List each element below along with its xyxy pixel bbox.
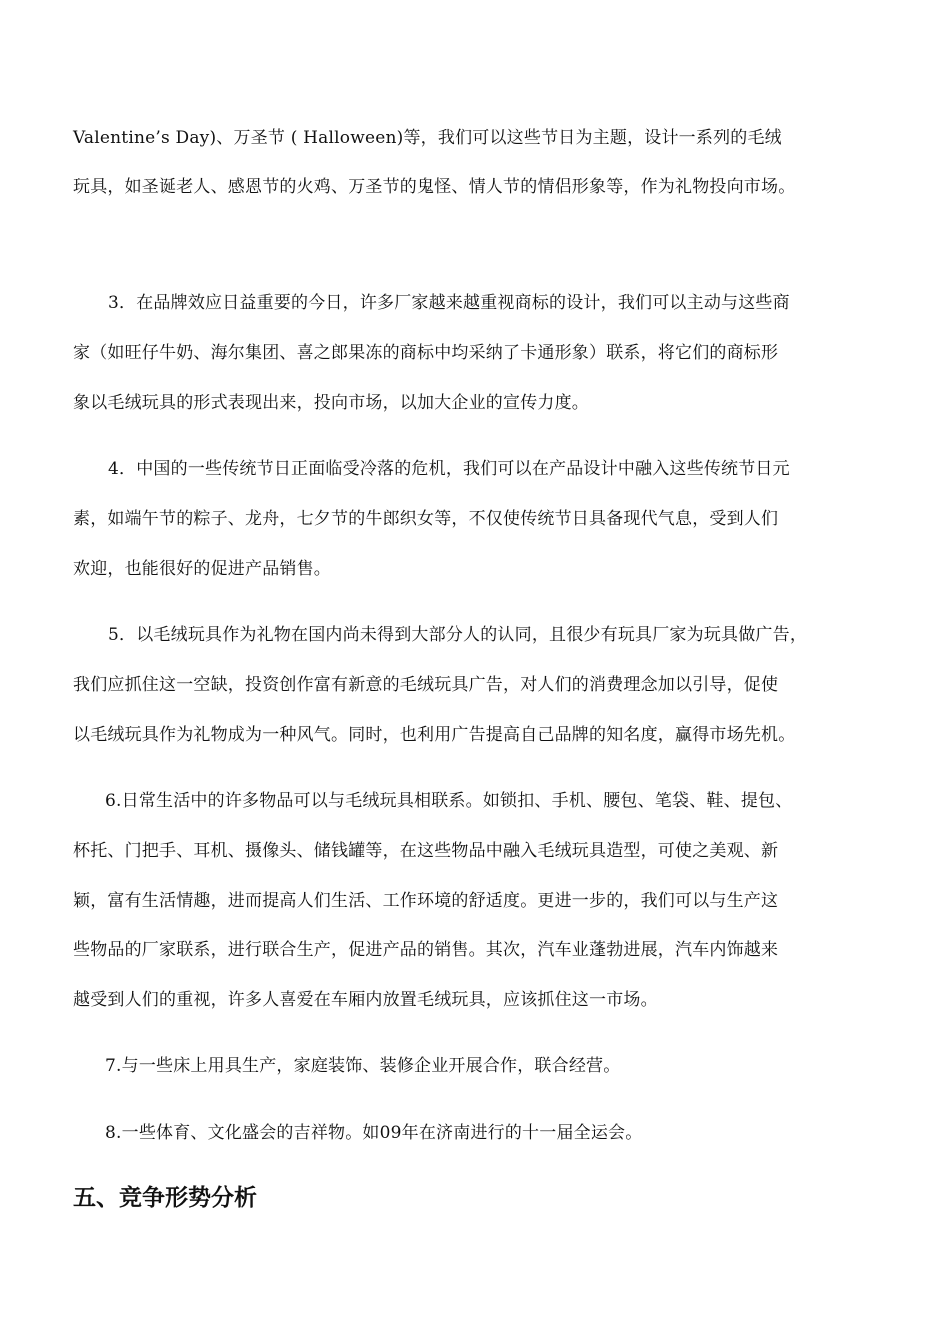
- paragraph-line: 以毛绒玩具作为礼物成为一种风气。同时，也利用广告提高自己品牌的知名度，赢得市场先机。: [73, 725, 796, 745]
- paragraph-line: 素，如端午节的粽子、龙舟，七夕节的牛郎织女等，不仅使传统节日具备现代气息，受到人们: [73, 509, 779, 529]
- paragraph-line: 3．在品牌效应日益重要的今日，许多厂家越来越重视商标的设计，我们可以主动与这些商: [108, 293, 790, 313]
- paragraph-line: 我们应抓住这一空缺，投资创作富有新意的毛绒玩具广告，对人们的消费理念加以引导，促使: [73, 675, 779, 695]
- paragraph-line: 象以毛绒玩具的形式表现出来，投向市场，以加大企业的宣传力度。: [73, 393, 589, 413]
- paragraph-line: 欢迎，也能很好的促进产品销售。: [73, 559, 331, 579]
- paragraph-line: Valentine’s Day)、万圣节 ( Halloween)等，我们可以这些节日为主题，设计一系列的毛绒: [73, 128, 782, 148]
- paragraph-line: 4．中国的一些传统节日正面临受冷落的危机，我们可以在产品设计中融入这些传统节日元: [108, 459, 790, 479]
- section-heading: 五、竞争形势分析: [73, 1184, 257, 1211]
- paragraph-line: 6.日常生活中的许多物品可以与毛绒玩具相联系。如锁扣、手机、腰包、笔袋、鞋、提包、: [105, 791, 793, 811]
- paragraph-line: 5．以毛绒玩具作为礼物在国内尚未得到大部分人的认同，且很少有玩具厂家为玩具做广告，: [108, 625, 808, 645]
- paragraph-line: 8.一些体育、文化盛会的吉祥物。如09年在济南进行的十一届全运会。: [105, 1123, 643, 1143]
- paragraph-line: 玩具，如圣诞老人、感恩节的火鸡、万圣节的鬼怪、情人节的情侣形象等，作为礼物投向市场。: [73, 177, 796, 197]
- paragraph-line: 7.与一些床上用具生产，家庭装饰、装修企业开展合作，联合经营。: [105, 1056, 621, 1076]
- paragraph-line: 杯托、门把手、耳机、摄像头、储钱罐等，在这些物品中融入毛绒玩具造型，可使之美观、新: [73, 841, 779, 861]
- paragraph-line: 颖，富有生活情趣，进而提高人们生活、工作环境的舒适度。更进一步的，我们可以与生产这: [73, 891, 779, 911]
- paragraph-line: 些物品的厂家联系，进行联合生产，促进产品的销售。其次，汽车业蓬勃进展，汽车内饰越来: [73, 940, 779, 960]
- paragraph-line: 家（如旺仔牛奶、海尔集团、喜之郎果冻的商标中均采纳了卡通形象）联系，将它们的商标形: [73, 343, 779, 363]
- paragraph-line: 越受到人们的重视，许多人喜爱在车厢内放置毛绒玩具，应该抓住这一市场。: [73, 990, 658, 1010]
